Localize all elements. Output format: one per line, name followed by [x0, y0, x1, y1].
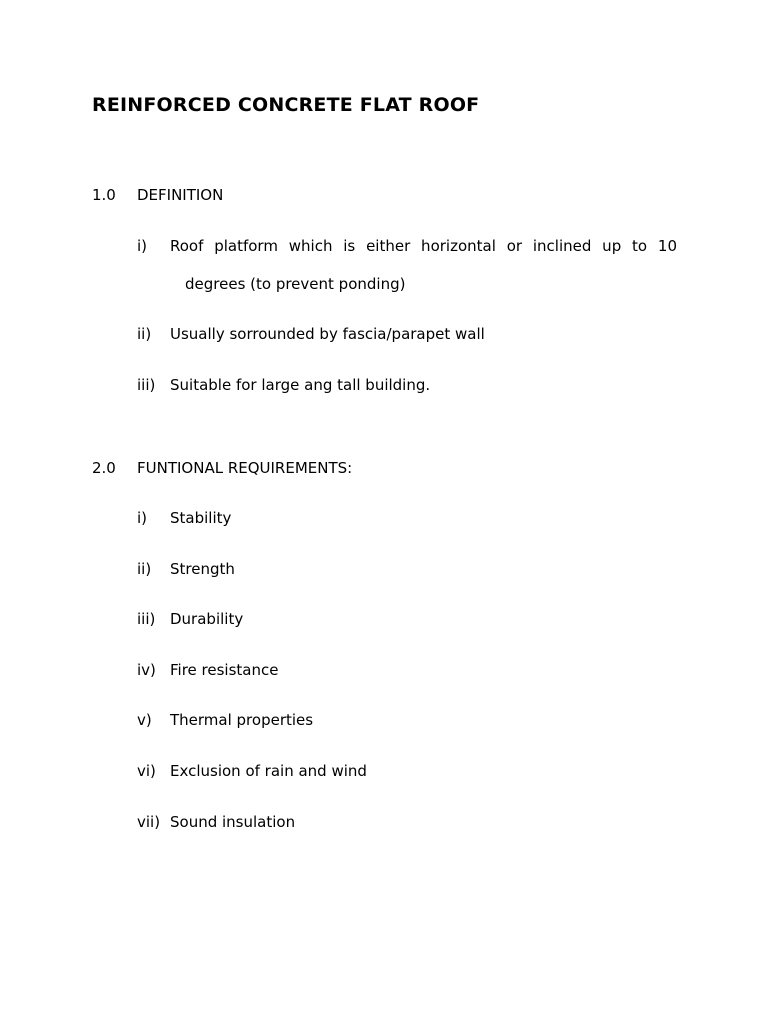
document-title: REINFORCED CONCRETE FLAT ROOF [92, 94, 480, 116]
list-marker: ii) [137, 325, 152, 343]
list-marker: iv) [137, 661, 156, 679]
list-item-text: Strength [170, 560, 235, 578]
list-item-text: Sound insulation [170, 813, 296, 831]
list-item-text: Fire resistance [170, 661, 279, 679]
list-marker: v) [137, 711, 152, 729]
list-item-text: Thermal properties [170, 711, 314, 729]
section-number-definition: 1.0 [92, 186, 116, 204]
list-marker: ii) [137, 560, 152, 578]
list-marker: iii) [137, 610, 156, 628]
section-number-requirements: 2.0 [92, 459, 116, 477]
list-item-text: Stability [170, 509, 232, 527]
list-item-text: Roof platform which is either horizontal or inclined up to 10 [170, 237, 677, 255]
list-marker: vi) [137, 762, 156, 780]
section-heading-requirements: FUNTIONAL REQUIREMENTS: [137, 459, 353, 477]
list-marker: vii) [137, 813, 161, 831]
list-item-text: Durability [170, 610, 244, 628]
list-item-text: Suitable for large ang tall building. [170, 376, 431, 394]
section-heading-definition: DEFINITION [137, 186, 224, 204]
list-marker: i) [137, 509, 148, 527]
list-marker: i) [137, 237, 148, 255]
list-item-continuation: degrees (to prevent ponding) [185, 275, 406, 293]
list-marker: iii) [137, 376, 156, 394]
list-item-text: Exclusion of rain and wind [170, 762, 367, 780]
list-item-text: Usually sorrounded by fascia/parapet wall [170, 325, 485, 343]
